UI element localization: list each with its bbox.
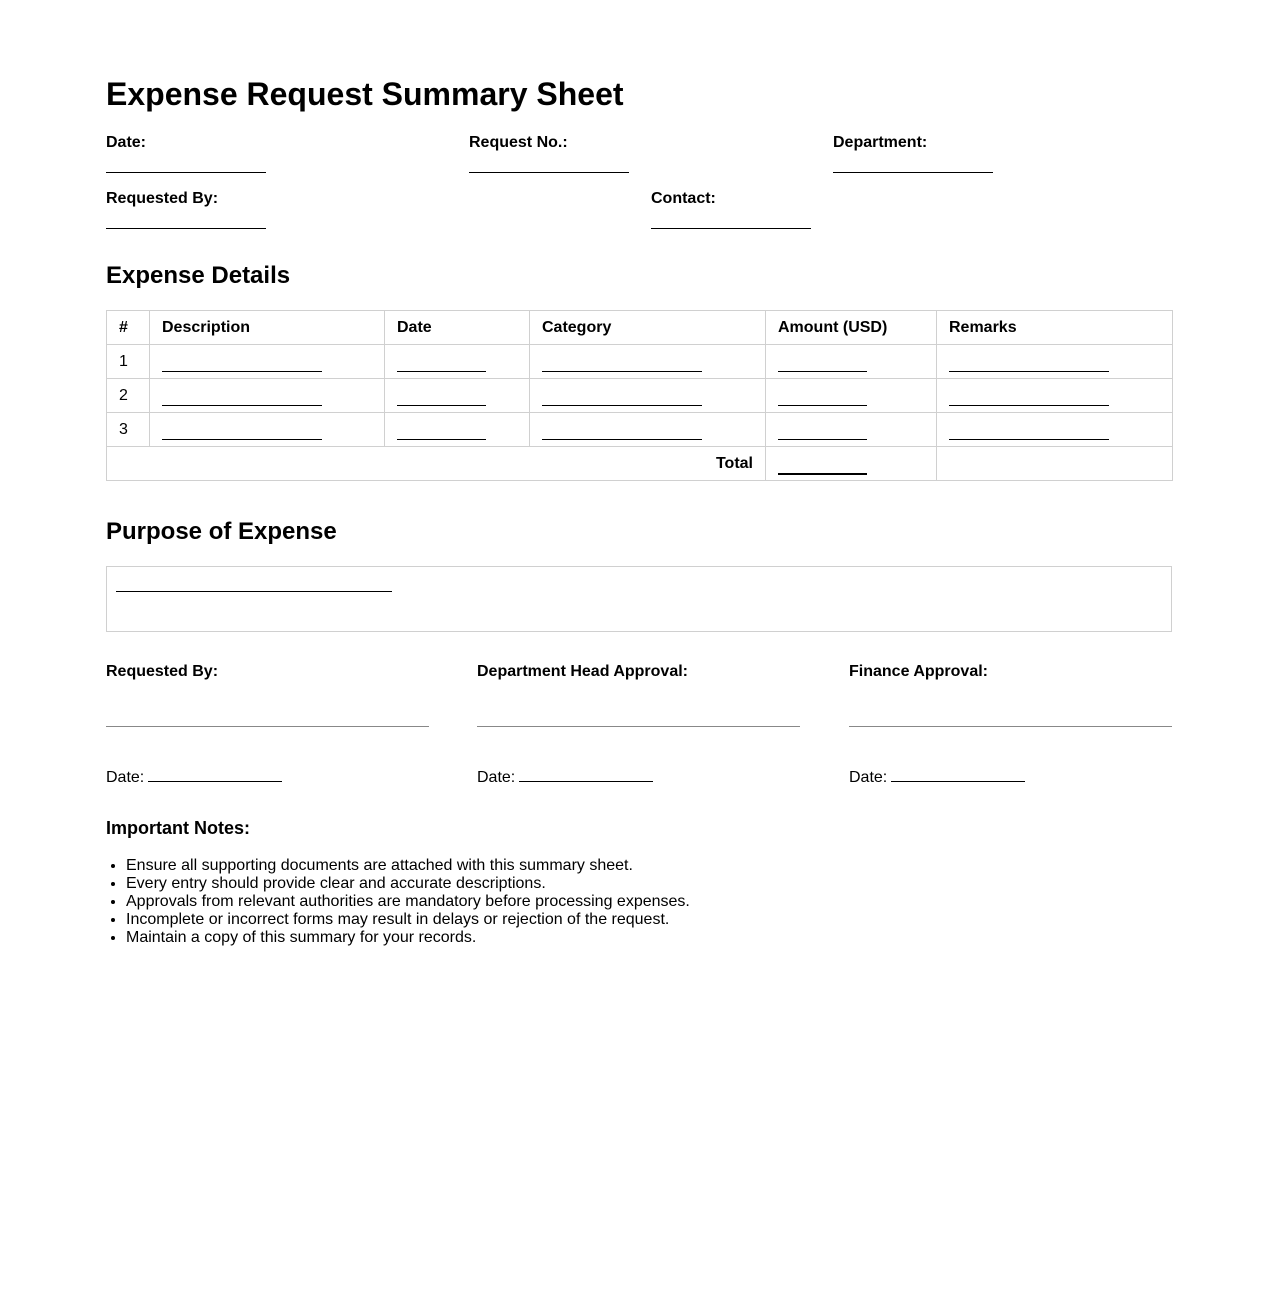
- date-label: Date:: [106, 134, 147, 151]
- date-blank[interactable]: [148, 765, 282, 782]
- amount-blank[interactable]: [778, 391, 867, 406]
- purpose-blank[interactable]: [116, 591, 392, 592]
- date-blank[interactable]: [519, 765, 653, 782]
- signature-finance-label: Finance Approval:: [849, 663, 988, 680]
- remarks-blank[interactable]: [949, 391, 1109, 406]
- total-amount-blank[interactable]: [778, 459, 867, 475]
- request-no-label: Request No.:: [469, 134, 568, 151]
- description-cell[interactable]: [150, 379, 385, 413]
- contact-label: Contact:: [651, 190, 716, 207]
- amount-blank[interactable]: [778, 357, 867, 372]
- list-item: • Approvals from relevant authorities are mandatory before processing expenses.: [126, 893, 1026, 911]
- signature-finance-line[interactable]: [849, 726, 1172, 727]
- total-remarks-cell: [937, 447, 1173, 481]
- amount-blank[interactable]: [778, 425, 867, 440]
- column-header-number: #: [107, 311, 150, 345]
- total-row: [107, 447, 1173, 481]
- category-blank[interactable]: [542, 391, 702, 406]
- request-no-field[interactable]: [469, 172, 629, 173]
- signature-requested-by-date: [106, 765, 282, 788]
- signature-finance-date: [849, 765, 1025, 788]
- remarks-blank[interactable]: [949, 357, 1109, 372]
- list-item: • Every entry should provide clear and accurate descriptions.: [126, 875, 1026, 893]
- page-title: Expense Request Summary Sheet: [106, 76, 624, 112]
- list-item: • Maintain a copy of this summary for your records.: [126, 929, 1026, 947]
- requested-by-field[interactable]: [106, 228, 266, 229]
- contact-field[interactable]: [651, 228, 811, 229]
- row-number: 3: [107, 413, 150, 447]
- total-label: Total: [107, 447, 766, 481]
- expense-table: [106, 310, 1173, 481]
- date-cell[interactable]: [385, 413, 530, 447]
- table-row: [107, 379, 1173, 413]
- description-cell[interactable]: [150, 413, 385, 447]
- signature-requested-by-line[interactable]: [106, 726, 429, 727]
- notes-list: [106, 857, 1026, 947]
- expense-details-heading: Expense Details: [106, 262, 291, 289]
- amount-cell[interactable]: [766, 413, 937, 447]
- column-header-category: Category: [530, 311, 766, 345]
- row-number: 2: [107, 379, 150, 413]
- requested-by-label: Requested By:: [106, 190, 219, 207]
- purpose-heading: Purpose of Expense: [106, 518, 337, 545]
- list-item: • Ensure all supporting documents are attached with this summary sheet.: [126, 857, 1026, 875]
- category-blank[interactable]: [542, 425, 702, 440]
- notes-heading: Important Notes:: [106, 818, 250, 838]
- date-blank[interactable]: [397, 391, 486, 406]
- date-field[interactable]: [106, 172, 266, 173]
- total-amount-cell[interactable]: [766, 447, 937, 481]
- date-blank[interactable]: [397, 425, 486, 440]
- table-row: [107, 345, 1173, 379]
- signature-dept-head-line[interactable]: [477, 726, 800, 727]
- date-label: Date:: [477, 769, 516, 786]
- date-label: Date:: [106, 769, 145, 786]
- amount-cell[interactable]: [766, 379, 937, 413]
- category-blank[interactable]: [542, 357, 702, 372]
- date-blank[interactable]: [397, 357, 486, 372]
- category-cell[interactable]: [530, 345, 766, 379]
- description-blank[interactable]: [162, 357, 322, 372]
- signature-dept-head-label: Department Head Approval:: [477, 663, 688, 680]
- row-number: 1: [107, 345, 150, 379]
- purpose-box[interactable]: [106, 566, 1172, 632]
- category-cell[interactable]: [530, 413, 766, 447]
- remarks-blank[interactable]: [949, 425, 1109, 440]
- description-blank[interactable]: [162, 425, 322, 440]
- description-blank[interactable]: [162, 391, 322, 406]
- column-header-date: Date: [385, 311, 530, 345]
- remarks-cell[interactable]: [937, 379, 1173, 413]
- amount-cell[interactable]: [766, 345, 937, 379]
- department-field[interactable]: [833, 172, 993, 173]
- remarks-cell[interactable]: [937, 345, 1173, 379]
- table-row: [107, 413, 1173, 447]
- signature-dept-head-date: [477, 765, 653, 788]
- date-label: Date:: [849, 769, 888, 786]
- department-label: Department:: [833, 134, 928, 151]
- list-item: • Incomplete or incorrect forms may result in delays or rejection of the request.: [126, 911, 1026, 929]
- table-header-row: [107, 311, 1173, 345]
- signature-requested-by-label: Requested By:: [106, 663, 219, 680]
- remarks-cell[interactable]: [937, 413, 1173, 447]
- column-header-remarks: Remarks: [937, 311, 1173, 345]
- column-header-amount: Amount (USD): [766, 311, 937, 345]
- description-cell[interactable]: [150, 345, 385, 379]
- date-cell[interactable]: [385, 379, 530, 413]
- date-cell[interactable]: [385, 345, 530, 379]
- column-header-description: Description: [150, 311, 385, 345]
- category-cell[interactable]: [530, 379, 766, 413]
- date-blank[interactable]: [891, 765, 1025, 782]
